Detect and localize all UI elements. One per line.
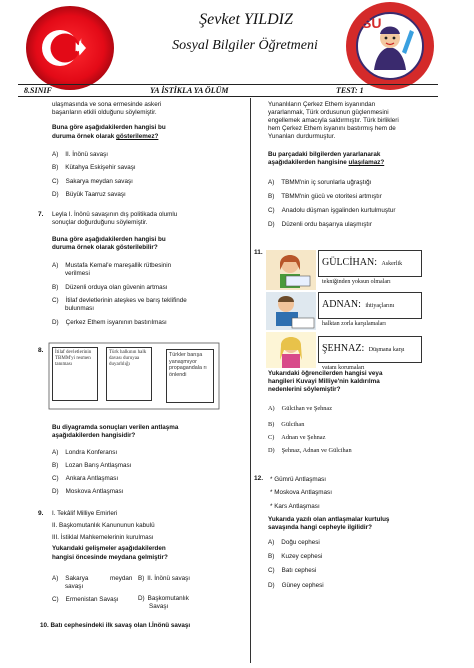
q9-number: 9.: [38, 510, 44, 517]
q8-option-a[interactable]: A) Londra Konferansı: [52, 449, 118, 456]
student-3-speech: [318, 336, 422, 371]
q10-option-b[interactable]: B) TBMM'nin gücü ve otoritesi artmıştır: [268, 193, 382, 200]
q6-option-c[interactable]: C) Sakarya meydan savaşı: [52, 178, 133, 185]
diagram-frame: [48, 342, 220, 410]
logo-ring-text: DAMLAYAN BİR MUTLULUK BİR GÜNLÜK YOLU KOLAY: [360, 91, 438, 95]
q10-option-a[interactable]: A) TBMM'nin iç sorunlarla uğraştığı: [268, 179, 372, 186]
q12-item: * Kars Antlaşması: [270, 503, 320, 510]
q7-number: 7.: [38, 211, 44, 218]
teacher-name: Şevket YILDIZ: [199, 11, 293, 28]
q7-stem: duruma örnek olarak gösterilebilir?: [52, 244, 158, 251]
q9-option-a[interactable]: A) Sakarya: [52, 575, 89, 582]
q9-option-d[interactable]: D) Başkomutanlık Savaşı: [138, 595, 189, 610]
student-3-name: ŞEHNAZ:: [322, 343, 365, 354]
q10-stem: aşağıdakilerden hangisine ulaşılamaz?: [268, 159, 385, 166]
intro-line: ulaşmasında ve sona ermesinde askeri: [52, 101, 162, 108]
student-3-text: vatanı korumaları: [322, 365, 365, 371]
passage-line: engellemek amacıyla saldırmıştır. Türk birlikleri: [268, 117, 399, 124]
q10-stem: Bu parçadaki bilgilerden yararlanarak: [268, 151, 381, 158]
q7-stem: Buna göre aşağıdakilerden hangisi bu: [52, 236, 166, 243]
q7-text: Leyla I. İnönü savaşının dış politikada olumlu: [52, 211, 178, 218]
student-boy-writing-icon: [266, 292, 316, 330]
student-1-name: GÜLCİHAN:: [322, 257, 377, 268]
q8-stem: aşağıdakilerden hangisidir?: [52, 432, 136, 439]
q11-stem: nedenlerini söylemiştir?: [268, 386, 341, 393]
q12-stem: savaşında hangi cepheyle ilgilidir?: [268, 524, 372, 531]
q10-option-d[interactable]: D) Düzenli ordu başarıya ulaşmıştır: [268, 221, 372, 228]
q6-option-d[interactable]: D) Büyük Taarruz savaşı: [52, 191, 126, 198]
q10-text: 10. Batı cephesindeki ilk savaş olan I.İnönü savaşı: [40, 622, 191, 629]
q8-option-b[interactable]: B) Lozan Barış Antlaşması: [52, 462, 132, 469]
q6-stem: duruma örnek olarak gösterilemez?: [52, 133, 159, 140]
test-label: TEST: 1: [336, 86, 364, 95]
q12-item: * Moskova Antlaşması: [270, 489, 332, 496]
q6-option-a[interactable]: A) II. İnönü savaşı: [52, 151, 109, 158]
q6-stem: Buna göre aşağıdakilerden hangisi bu: [52, 124, 166, 131]
passage-line: Yunanları durdurmuştur.: [268, 133, 336, 140]
q9-option-a-cont: savaşı: [65, 583, 84, 590]
q11-option-b[interactable]: B) Gülcihan: [268, 421, 305, 428]
student-2-text: ihtiyaçlarını: [365, 303, 395, 309]
q9-stem: hangisi öncesinde meydana gelmiştir?: [52, 554, 168, 561]
grade-label: 8.SINIF: [24, 86, 52, 95]
q12-option-d[interactable]: D) Güney cephesi: [268, 582, 324, 589]
student-1-speech: [318, 250, 422, 285]
q8-stem: Bu diyagramda sonuçları verilen antlaşma: [52, 424, 179, 431]
q8-number: 8.: [38, 347, 44, 354]
q7-option-c[interactable]: C) İtilaf devletlerinin ateşkes ve barış teklifinde bulunması: [52, 297, 187, 312]
diagram-box-3: Türkler barışa yanaşmıyor propagandala rı önlendi: [166, 349, 214, 403]
passage-line: yararlanmak, Türk ordusunun güçlenmesini: [268, 109, 389, 116]
q12-option-a[interactable]: A) Doğu cephesi: [268, 539, 320, 546]
student-2-speech: [318, 292, 422, 327]
diagram-box-2: Türk halkının halk davası duruyaa duyarlılığı: [106, 347, 152, 401]
q7-text: sonuçlar doğurduğunu söylemiştir.: [52, 219, 148, 226]
student-2-text: halktan zorla karşılamaları: [322, 321, 386, 327]
q9-item-ii: II. Başkomutanlık Kanununun kabulü: [52, 522, 155, 529]
q12-stem: Yukarıda yazılı olan antlaşmalar kurtuluş: [268, 516, 390, 523]
intro-line: başarıların etkili olduğunu söylemiştir.: [52, 109, 157, 116]
q9-item-i: I. Tekâlif Milliye Emirleri: [52, 510, 118, 517]
q6-option-b[interactable]: B) Kütahya Eskişehir savaşı: [52, 164, 136, 171]
q11-number: 11.: [254, 249, 263, 256]
q10-option-c[interactable]: C) Anadolu düşman işgalinden kurtulmuştur: [268, 207, 396, 214]
q12-number: 12.: [254, 475, 264, 482]
q11-stem: Yukarıdaki öğrencilerden hangisi veya: [268, 370, 383, 377]
q11-option-a[interactable]: A) Gülcihan ve Şehnaz: [268, 405, 333, 412]
student-girl-blonde-icon: [266, 332, 316, 368]
topic-label: YA İSTİKLA YA ÖLÜM: [150, 86, 229, 95]
student-1-text: Askerlik: [381, 261, 403, 267]
q9-option-a-cont: meydan: [110, 575, 133, 582]
passage-line: Yunanlıların Çerkez Ethem isyanından: [268, 101, 376, 108]
q7-option-b[interactable]: B) Düzenli orduya olan güvenin artması: [52, 284, 168, 291]
student-2-name: ADNAN:: [322, 299, 361, 310]
q7-option-a[interactable]: A) Mustafa Kemal'e mareşallik rütbesinin verilmesi: [52, 262, 172, 277]
q9-item-iii: III. İstiklal Mahkemelerinin kurulması: [52, 534, 154, 541]
q11-option-c[interactable]: C) Adnan ve Şehnaz: [268, 434, 326, 441]
passage-line: hem Çerkez Ethem isyanını bastırmış hem de: [268, 125, 396, 132]
logo-mark: SU: [362, 15, 382, 31]
q9-stem: Yukarıdaki gelişmeler aşağıdakilerden: [52, 545, 166, 552]
q12-item: * Gümrü Antlaşması: [270, 476, 326, 483]
student-3-text: Düşmana karşı: [368, 347, 405, 353]
q8-option-c[interactable]: C) Ankara Antlaşması: [52, 475, 119, 482]
teacher-role: Sosyal Bilgiler Öğretmeni: [172, 38, 318, 53]
student-1-text: tekniğinden yoksun olmaları: [322, 279, 391, 285]
q9-option-c[interactable]: C) Ermenistan Savaşı: [52, 596, 119, 603]
q8-option-d[interactable]: D) Moskova Antlaşması: [52, 488, 124, 495]
q7-option-d[interactable]: D) Çerkez Ethem isyanının bastırılması: [52, 319, 167, 326]
q11-stem: hangileri Kuvayi Milliye'nin kaldırılma: [268, 378, 380, 385]
q12-option-c[interactable]: C) Batı cephesi: [268, 567, 317, 574]
student-girl-reading-icon: [266, 250, 316, 290]
q12-option-b[interactable]: B) Kuzey cephesi: [268, 553, 323, 560]
q9-option-b[interactable]: B) II. İnönü savaşı: [138, 575, 191, 582]
q11-option-d[interactable]: D) Şehnaz, Adnan ve Gülcihan: [268, 447, 352, 454]
right-column: [250, 0, 474, 668]
diagram-box-1: İtilaf devletlerinin TBMM'yi resmen tanıması: [52, 347, 98, 401]
